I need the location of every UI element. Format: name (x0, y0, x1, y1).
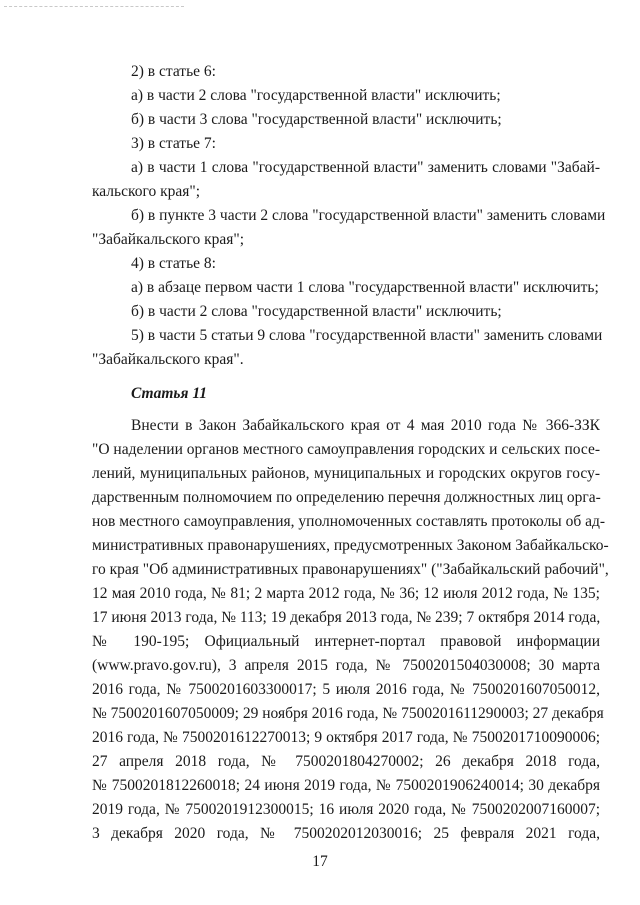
paragraph-line: 3 декабря 2020 года, № 7500202012030016; 25 февраля 2021 года, (92, 825, 600, 842)
list-subitem-continuation: "Забайкальского края"; (92, 231, 245, 248)
list-item-article-9: 5) в части 5 статьи 9 слова "государственной власти" заменить словами (131, 327, 603, 344)
paragraph-line: лений, муниципальных районов, муниципальных и городских округов госу- (92, 465, 600, 482)
page-number: 17 (312, 853, 328, 870)
paragraph-line: (www.pravo.gov.ru), 3 апреля 2015 года, № 7500201504030008; 30 марта (92, 657, 600, 674)
paragraph-line: 2019 года, № 7500201912300015; 16 июля 2020 года, № 7500202007160007; (92, 801, 600, 818)
list-subitem: а) в части 2 слова "государственной власти" исключить; (131, 87, 501, 104)
paragraph-line: дарственным полномочием по определению перечня должностных лиц орга- (92, 489, 601, 506)
paragraph-line: 12 мая 2010 года, № 81; 2 марта 2012 года, № 36; 12 июля 2012 года, № 135; (92, 585, 600, 602)
paragraph-line: "О наделении органов местного самоуправления городских и сельских посе- (92, 441, 600, 458)
paragraph-line: го края "Об административных правонарушениях" ("Забайкальский рабочий", (92, 561, 609, 578)
list-subitem: а) в абзаце первом части 1 слова "государственной власти" исключить; (131, 279, 599, 296)
paragraph-line: 27 апреля 2018 года, № 7500201804270002; 26 декабря 2018 года, (92, 753, 600, 770)
paragraph-line: 2016 года, № 7500201612270013; 9 октября 2017 года, № 7500201710090006; (92, 729, 600, 746)
paragraph-line: министративных правонарушениях, предусмотренных Законом Забайкальско- (92, 537, 609, 554)
paragraph-line: Внести в Закон Забайкальского края от 4 мая 2010 года № 366-ЗЗК (131, 417, 600, 434)
paragraph-line: № 7500201812260018; 24 июня 2019 года, № 7500201906240014; 30 декабря (92, 777, 600, 794)
list-item-article-7: 3) в статье 7: (131, 135, 216, 152)
list-subitem: б) в части 3 слова "государственной власти" исключить; (131, 111, 502, 128)
article-heading: Статья 11 (131, 385, 208, 402)
scan-artifact (4, 6, 184, 8)
paragraph-line: нов местного самоуправления, уполномоченных составлять протоколы об ад- (92, 513, 606, 530)
paragraph-line: 17 июня 2013 года, № 113; 19 декабря 2013 года, № 239; 7 октября 2014 года, (92, 609, 601, 626)
paragraph-line: 2016 года, № 7500201603300017; 5 июля 2016 года, № 7500201607050012, (92, 681, 600, 698)
list-subitem-continuation: кальского края"; (92, 183, 201, 200)
list-item-article-6: 2) в статье 6: (131, 63, 216, 80)
list-subitem: б) в пункте 3 части 2 слова "государственной власти" заменить словами (131, 207, 606, 224)
list-subitem: а) в части 1 слова "государственной власти" заменить словами "Забай- (131, 159, 600, 176)
list-item-article-8: 4) в статье 8: (131, 255, 216, 272)
list-item-continuation: "Забайкальского края". (92, 351, 244, 368)
paragraph-line: № 190-195; Официальный интернет-портал правовой информации (92, 633, 600, 650)
list-subitem: б) в части 2 слова "государственной власти" исключить; (131, 303, 502, 320)
paragraph-line: № 7500201607050009; 29 ноября 2016 года, № 7500201611290003; 27 декабря (92, 705, 604, 722)
